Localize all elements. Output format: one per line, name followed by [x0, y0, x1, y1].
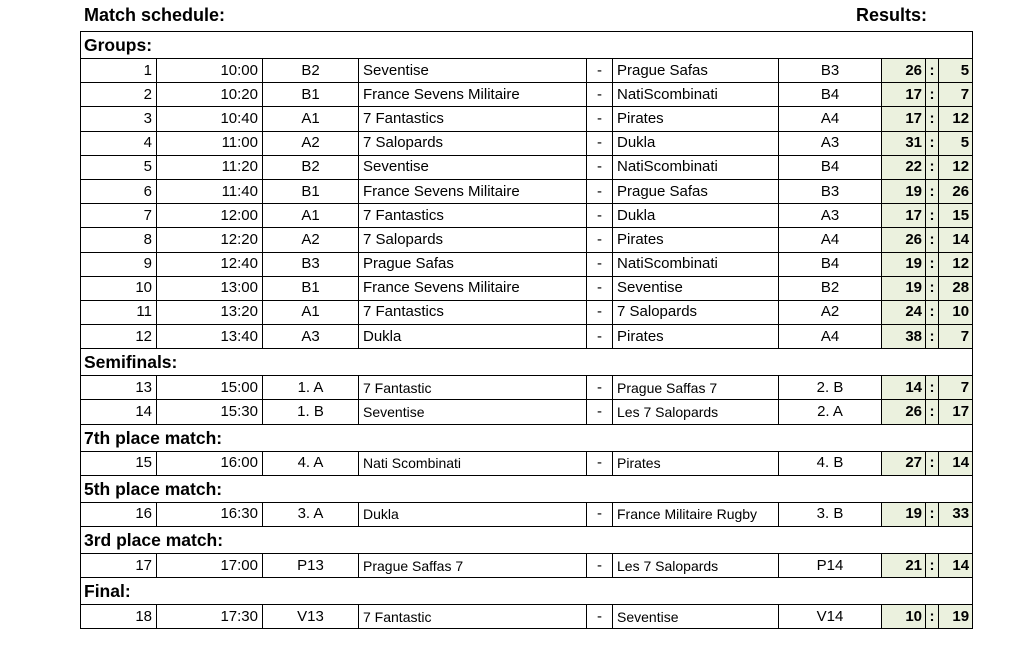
match-row [81, 228, 973, 252]
versus-dash: - [587, 107, 613, 131]
score-separator: : [926, 131, 939, 155]
home-score: 10 [882, 605, 926, 629]
home-group: B2 [263, 155, 359, 179]
score-separator: : [926, 400, 939, 424]
away-group: A4 [779, 228, 882, 252]
section-title: 7th place match: [81, 424, 973, 451]
score-separator: : [926, 376, 939, 400]
match-row [81, 451, 973, 475]
home-team: 7 Salopards [359, 131, 587, 155]
match-time: 12:00 [157, 204, 263, 228]
home-score: 19 [882, 252, 926, 276]
home-team: Seventise [359, 155, 587, 179]
versus-dash: - [587, 59, 613, 83]
match-number: 14 [81, 400, 157, 424]
home-group: A1 [263, 204, 359, 228]
match-row [81, 204, 973, 228]
match-number: 6 [81, 179, 157, 203]
away-group: P14 [779, 554, 882, 578]
away-team: Pirates [613, 107, 779, 131]
home-group: V13 [263, 605, 359, 629]
match-time: 17:00 [157, 554, 263, 578]
versus-dash: - [587, 300, 613, 324]
away-score: 33 [939, 502, 973, 526]
versus-dash: - [587, 276, 613, 300]
match-time: 13:40 [157, 325, 263, 349]
match-number: 17 [81, 554, 157, 578]
home-team: 7 Fantastic [359, 376, 587, 400]
match-time: 16:00 [157, 451, 263, 475]
home-team: 7 Fantastics [359, 300, 587, 324]
away-group: 2. B [779, 376, 882, 400]
home-score: 27 [882, 451, 926, 475]
away-team: Les 7 Salopards [613, 400, 779, 424]
match-row [81, 300, 973, 324]
away-group: B4 [779, 83, 882, 107]
home-group: B3 [263, 252, 359, 276]
page-title: Match schedule: [84, 5, 226, 25]
match-row [81, 325, 973, 349]
versus-dash: - [587, 376, 613, 400]
score-separator: : [926, 155, 939, 179]
away-score: 17 [939, 400, 973, 424]
section-header [81, 349, 973, 376]
section-header [81, 32, 973, 59]
away-score: 10 [939, 300, 973, 324]
away-score: 15 [939, 204, 973, 228]
versus-dash: - [587, 155, 613, 179]
section-title: Groups: [81, 32, 973, 59]
away-group: B2 [779, 276, 882, 300]
versus-dash: - [587, 554, 613, 578]
home-group: A3 [263, 325, 359, 349]
home-score: 19 [882, 276, 926, 300]
match-time: 11:20 [157, 155, 263, 179]
home-score: 38 [882, 325, 926, 349]
home-score: 17 [882, 107, 926, 131]
home-group: 3. A [263, 502, 359, 526]
match-number: 3 [81, 107, 157, 131]
home-team: 7 Fantastic [359, 605, 587, 629]
match-number: 1 [81, 59, 157, 83]
away-group: B3 [779, 179, 882, 203]
home-team: Dukla [359, 325, 587, 349]
home-score: 22 [882, 155, 926, 179]
match-time: 10:20 [157, 83, 263, 107]
home-team: France Sevens Militaire [359, 179, 587, 203]
away-team: Prague Safas [613, 179, 779, 203]
match-time: 10:00 [157, 59, 263, 83]
score-separator: : [926, 59, 939, 83]
match-row [81, 400, 973, 424]
away-group: B3 [779, 59, 882, 83]
home-team: Nati Scombinati [359, 451, 587, 475]
score-separator: : [926, 605, 939, 629]
match-time: 15:00 [157, 376, 263, 400]
score-separator: : [926, 83, 939, 107]
score-separator: : [926, 554, 939, 578]
home-score: 21 [882, 554, 926, 578]
results-label: Results: [856, 5, 928, 25]
match-number: 8 [81, 228, 157, 252]
match-row [81, 59, 973, 83]
away-score: 5 [939, 131, 973, 155]
away-score: 26 [939, 179, 973, 203]
versus-dash: - [587, 502, 613, 526]
match-number: 11 [81, 300, 157, 324]
match-number: 13 [81, 376, 157, 400]
section-header [81, 527, 973, 554]
match-time: 13:20 [157, 300, 263, 324]
away-group: A2 [779, 300, 882, 324]
match-row [81, 276, 973, 300]
home-group: B2 [263, 59, 359, 83]
home-team: France Sevens Militaire [359, 83, 587, 107]
match-row [81, 107, 973, 131]
versus-dash: - [587, 605, 613, 629]
home-group: A1 [263, 300, 359, 324]
match-row [81, 83, 973, 107]
score-separator: : [926, 179, 939, 203]
away-team: Dukla [613, 131, 779, 155]
away-group: 2. A [779, 400, 882, 424]
versus-dash: - [587, 252, 613, 276]
away-team: Prague Saffas 7 [613, 376, 779, 400]
away-score: 5 [939, 59, 973, 83]
match-time: 12:20 [157, 228, 263, 252]
away-score: 14 [939, 228, 973, 252]
match-number: 15 [81, 451, 157, 475]
away-team: Seventise [613, 605, 779, 629]
match-number: 5 [81, 155, 157, 179]
away-group: 4. B [779, 451, 882, 475]
match-row [81, 554, 973, 578]
match-number: 10 [81, 276, 157, 300]
home-team: Prague Safas [359, 252, 587, 276]
score-separator: : [926, 204, 939, 228]
home-team: France Sevens Militaire [359, 276, 587, 300]
away-team: Les 7 Salopards [613, 554, 779, 578]
away-team: Prague Safas [613, 59, 779, 83]
away-team: NatiScombinati [613, 252, 779, 276]
home-group: A2 [263, 131, 359, 155]
match-time: 11:40 [157, 179, 263, 203]
score-separator: : [926, 300, 939, 324]
versus-dash: - [587, 83, 613, 107]
section-header [81, 424, 973, 451]
score-separator: : [926, 228, 939, 252]
match-number: 9 [81, 252, 157, 276]
match-row [81, 131, 973, 155]
away-team: NatiScombinati [613, 83, 779, 107]
match-number: 4 [81, 131, 157, 155]
home-team: Dukla [359, 502, 587, 526]
home-score: 19 [882, 179, 926, 203]
match-number: 2 [81, 83, 157, 107]
away-team: NatiScombinati [613, 155, 779, 179]
away-team: 7 Salopards [613, 300, 779, 324]
home-group: A1 [263, 107, 359, 131]
match-row [81, 502, 973, 526]
score-separator: : [926, 252, 939, 276]
home-team: Seventise [359, 59, 587, 83]
match-number: 18 [81, 605, 157, 629]
score-separator: : [926, 502, 939, 526]
match-time: 13:00 [157, 276, 263, 300]
away-team: Pirates [613, 451, 779, 475]
match-number: 7 [81, 204, 157, 228]
away-score: 14 [939, 554, 973, 578]
home-group: 1. B [263, 400, 359, 424]
score-separator: : [926, 107, 939, 131]
versus-dash: - [587, 179, 613, 203]
match-row [81, 179, 973, 203]
match-number: 16 [81, 502, 157, 526]
section-title: 5th place match: [81, 475, 973, 502]
home-score: 31 [882, 131, 926, 155]
section-title: Semifinals: [81, 349, 973, 376]
home-score: 26 [882, 59, 926, 83]
home-team: 7 Fantastics [359, 204, 587, 228]
away-team: Pirates [613, 325, 779, 349]
versus-dash: - [587, 325, 613, 349]
match-row [81, 155, 973, 179]
away-group: B4 [779, 155, 882, 179]
away-score: 12 [939, 252, 973, 276]
home-score: 26 [882, 228, 926, 252]
versus-dash: - [587, 204, 613, 228]
away-score: 19 [939, 605, 973, 629]
match-row [81, 252, 973, 276]
away-team: Dukla [613, 204, 779, 228]
away-score: 12 [939, 107, 973, 131]
away-group: A3 [779, 131, 882, 155]
home-score: 26 [882, 400, 926, 424]
away-team: France Militaire Rugby [613, 502, 779, 526]
match-time: 16:30 [157, 502, 263, 526]
away-group: V14 [779, 605, 882, 629]
match-number: 12 [81, 325, 157, 349]
away-score: 28 [939, 276, 973, 300]
home-team: 7 Fantastics [359, 107, 587, 131]
section-header [81, 578, 973, 605]
home-group: A2 [263, 228, 359, 252]
away-group: A4 [779, 107, 882, 131]
away-team: Seventise [613, 276, 779, 300]
away-score: 7 [939, 376, 973, 400]
versus-dash: - [587, 228, 613, 252]
section-title: 3rd place match: [81, 527, 973, 554]
home-group: B1 [263, 276, 359, 300]
home-group: 1. A [263, 376, 359, 400]
match-row [81, 605, 973, 629]
match-row [81, 376, 973, 400]
away-group: A4 [779, 325, 882, 349]
score-separator: : [926, 276, 939, 300]
versus-dash: - [587, 400, 613, 424]
away-group: 3. B [779, 502, 882, 526]
score-separator: : [926, 451, 939, 475]
versus-dash: - [587, 451, 613, 475]
versus-dash: - [587, 131, 613, 155]
match-time: 15:30 [157, 400, 263, 424]
away-team: Pirates [613, 228, 779, 252]
match-time: 17:30 [157, 605, 263, 629]
home-score: 19 [882, 502, 926, 526]
home-group: 4. A [263, 451, 359, 475]
home-group: B1 [263, 179, 359, 203]
away-score: 14 [939, 451, 973, 475]
match-time: 10:40 [157, 107, 263, 131]
score-separator: : [926, 325, 939, 349]
home-score: 17 [882, 204, 926, 228]
home-score: 17 [882, 83, 926, 107]
home-team: Seventise [359, 400, 587, 424]
home-score: 14 [882, 376, 926, 400]
home-group: B1 [263, 83, 359, 107]
section-title: Final: [81, 578, 973, 605]
home-team: Prague Saffas 7 [359, 554, 587, 578]
home-team: 7 Salopards [359, 228, 587, 252]
away-score: 12 [939, 155, 973, 179]
home-score: 24 [882, 300, 926, 324]
match-time: 11:00 [157, 131, 263, 155]
away-group: A3 [779, 204, 882, 228]
away-group: B4 [779, 252, 882, 276]
match-schedule-table [80, 31, 973, 629]
away-score: 7 [939, 325, 973, 349]
home-group: P13 [263, 554, 359, 578]
away-score: 7 [939, 83, 973, 107]
section-header [81, 475, 973, 502]
match-time: 12:40 [157, 252, 263, 276]
